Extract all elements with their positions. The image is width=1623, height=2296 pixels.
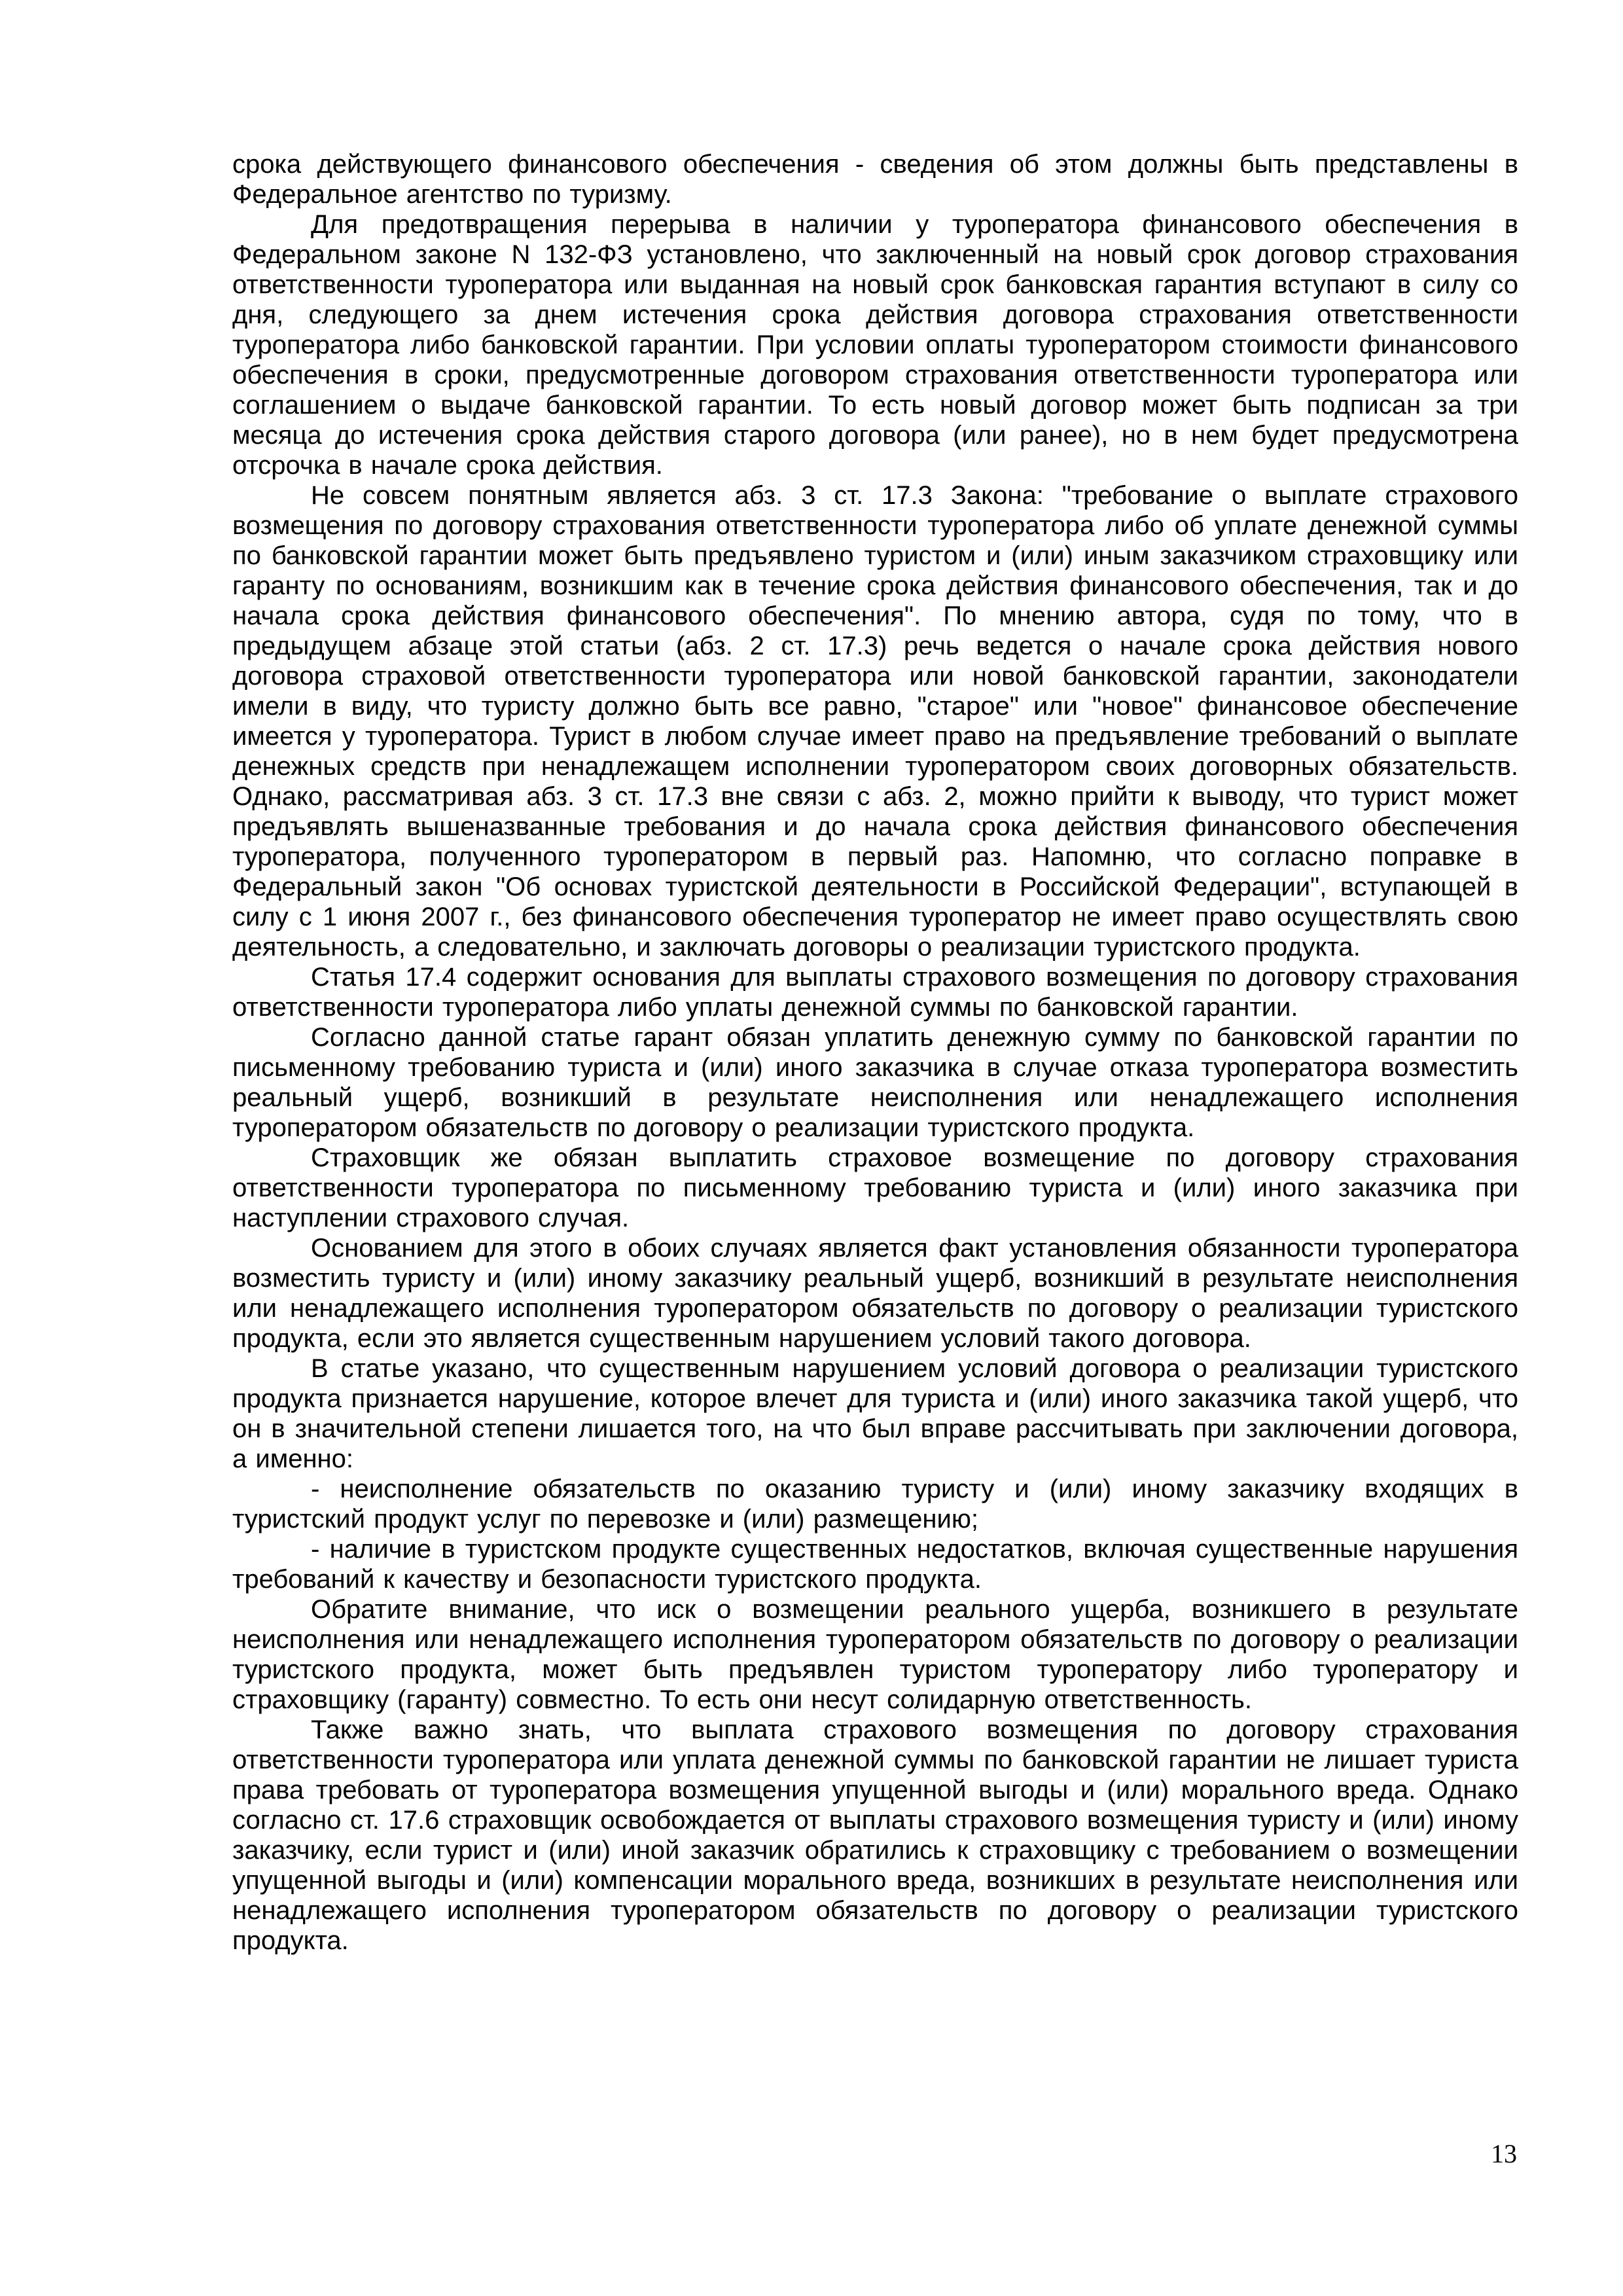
paragraph: В статье указано, что существенным нарушением условий договора о реализации туристского продукта признается нарушение, которое влечет для туриста и (или) иного заказчика такой ущерб, что он в значительной степени лишается того, на что был вправе рассчитывать при заключении договора, а именно:	[232, 1354, 1518, 1473]
paragraph: Согласно данной статье гарант обязан уплатить денежную сумму по банковской гарантии по письменному требованию туриста и (или) иного заказчика в случае отказа туроператора возместить реальный ущерб, возникший в результате неисполнения или ненадлежащего исполнения туроператором обязательств по договору о реализации туристского продукта.	[232, 1023, 1518, 1142]
paragraph: Для предотвращения перерыва в наличии у туроператора финансового обеспечения в Федеральном законе N 132-ФЗ установлено, что заключенный на новый срок договор страхования ответственности туроператора или выданная на новый срок банковская гарантия вступают в силу со дня, следующего за днем истечения срока действия договора страхования ответственности туроператора либо банковской гарантии. При условии оплаты туроператором стоимости финансового обеспечения в сроки, предусмотренные договором страхования ответственности туроператора или соглашением о выдаче банковской гарантии. То есть новый договор может быть подписан за три месяца до истечения срока действия старого договора (или ранее), но в нем будет предусмотрена отсрочка в начале срока действия.	[232, 210, 1518, 480]
list-item-paragraph: - наличие в туристском продукте существенных недостатков, включая существенные нарушения требований к качеству и безопасности туристского продукта.	[232, 1535, 1518, 1594]
document-body	[232, 149, 1518, 1956]
paragraph: срока действующего финансового обеспечения - сведения об этом должны быть представлены в Федеральное агентство по туризму.	[232, 150, 1518, 209]
paragraph: Не совсем понятным является абз. 3 ст. 17.3 Закона: "требование о выплате страхового возмещения по договору страхования ответственности туроператора либо об уплате денежной суммы по банковской гарантии может быть предъявлено туристом и (или) иным заказчиком страховщику или гаранту по основаниям, возникшим как в течение срока действия финансового обеспечения, так и до начала срока действия финансового обеспечения". По мнению автора, судя по тому, что в предыдущем абзаце этой статьи (абз. 2 ст. 17.3) речь ведется о начале срока действия нового договора страховой ответственности туроператора или новой банковской гарантии, законодатели имели в виду, что туристу должно быть все равно, "старое" или "новое" финансовое обеспечение имеется у туроператора. Турист в любом случае имеет право на предъявление требований о выплате денежных средств при ненадлежащем исполнении туроператором своих договорных обязательств. Однако, рассматривая абз. 3 ст. 17.3 вне связи с абз. 2, можно прийти к выводу, что турист может предъявлять вышеназванные требования и до начала срока действия финансового обеспечения туроператора, полученного туроператором в первый раз. Напомню, что согласно поправке в Федеральный закон "Об основах туристской деятельности в Российской Федерации", вступающей в силу с 1 июня 2007 г., без финансового обеспечения туроператор не имеет право осуществлять свою деятельность, а следовательно, и заключать договоры о реализации туристского продукта.	[232, 481, 1518, 961]
paragraph: Основанием для этого в обоих случаях является факт установления обязанности туроператора возместить туристу и (или) иному заказчику реальный ущерб, возникший в результате неисполнения или ненадлежащего исполнения туроператором обязательств по договору о реализации туристского продукта, если это является существенным нарушением условий такого договора.	[232, 1234, 1518, 1353]
paragraph: Страховщик же обязан выплатить страховое возмещение по договору страхования ответственности туроператора по письменному требованию туриста и (или) иного заказчика при наступлении страхового случая.	[232, 1143, 1518, 1232]
list-item-paragraph: - неисполнение обязательств по оказанию туристу и (или) иному заказчику входящих в туристский продукт услуг по перевозке и (или) размещению;	[232, 1475, 1518, 1534]
page-number: 13	[1491, 2139, 1517, 2168]
paragraph: Статья 17.4 содержит основания для выплаты страхового возмещения по договору страхования ответственности туроператора либо уплаты денежной суммы по банковской гарантии.	[232, 963, 1518, 1022]
paragraph: Также важно знать, что выплата страхового возмещения по договору страхования ответственности туроператора или уплата денежной суммы по банковской гарантии не лишает туриста права требовать от туроператора возмещения упущенной выгоды и (или) морального вреда. Однако согласно ст. 17.6 страховщик освобождается от выплаты страхового возмещения туристу и (или) иному заказчику, если турист и (или) иной заказчик обратились к страховщику с требованием о возмещении упущенной выгоды и (или) компенсации морального вреда, возникших в результате неисполнения или ненадлежащего исполнения туроператором обязательств по договору о реализации туристского продукта.	[232, 1715, 1518, 1955]
paragraph: Обратите внимание, что иск о возмещении реального ущерба, возникшего в результате неисполнения или ненадлежащего исполнения туроператором обязательств по договору о реализации туристского продукта, может быть предъявлен туристом туроператору либо туроператору и страховщику (гаранту) совместно. То есть они несут солидарную ответственность.	[232, 1595, 1518, 1714]
